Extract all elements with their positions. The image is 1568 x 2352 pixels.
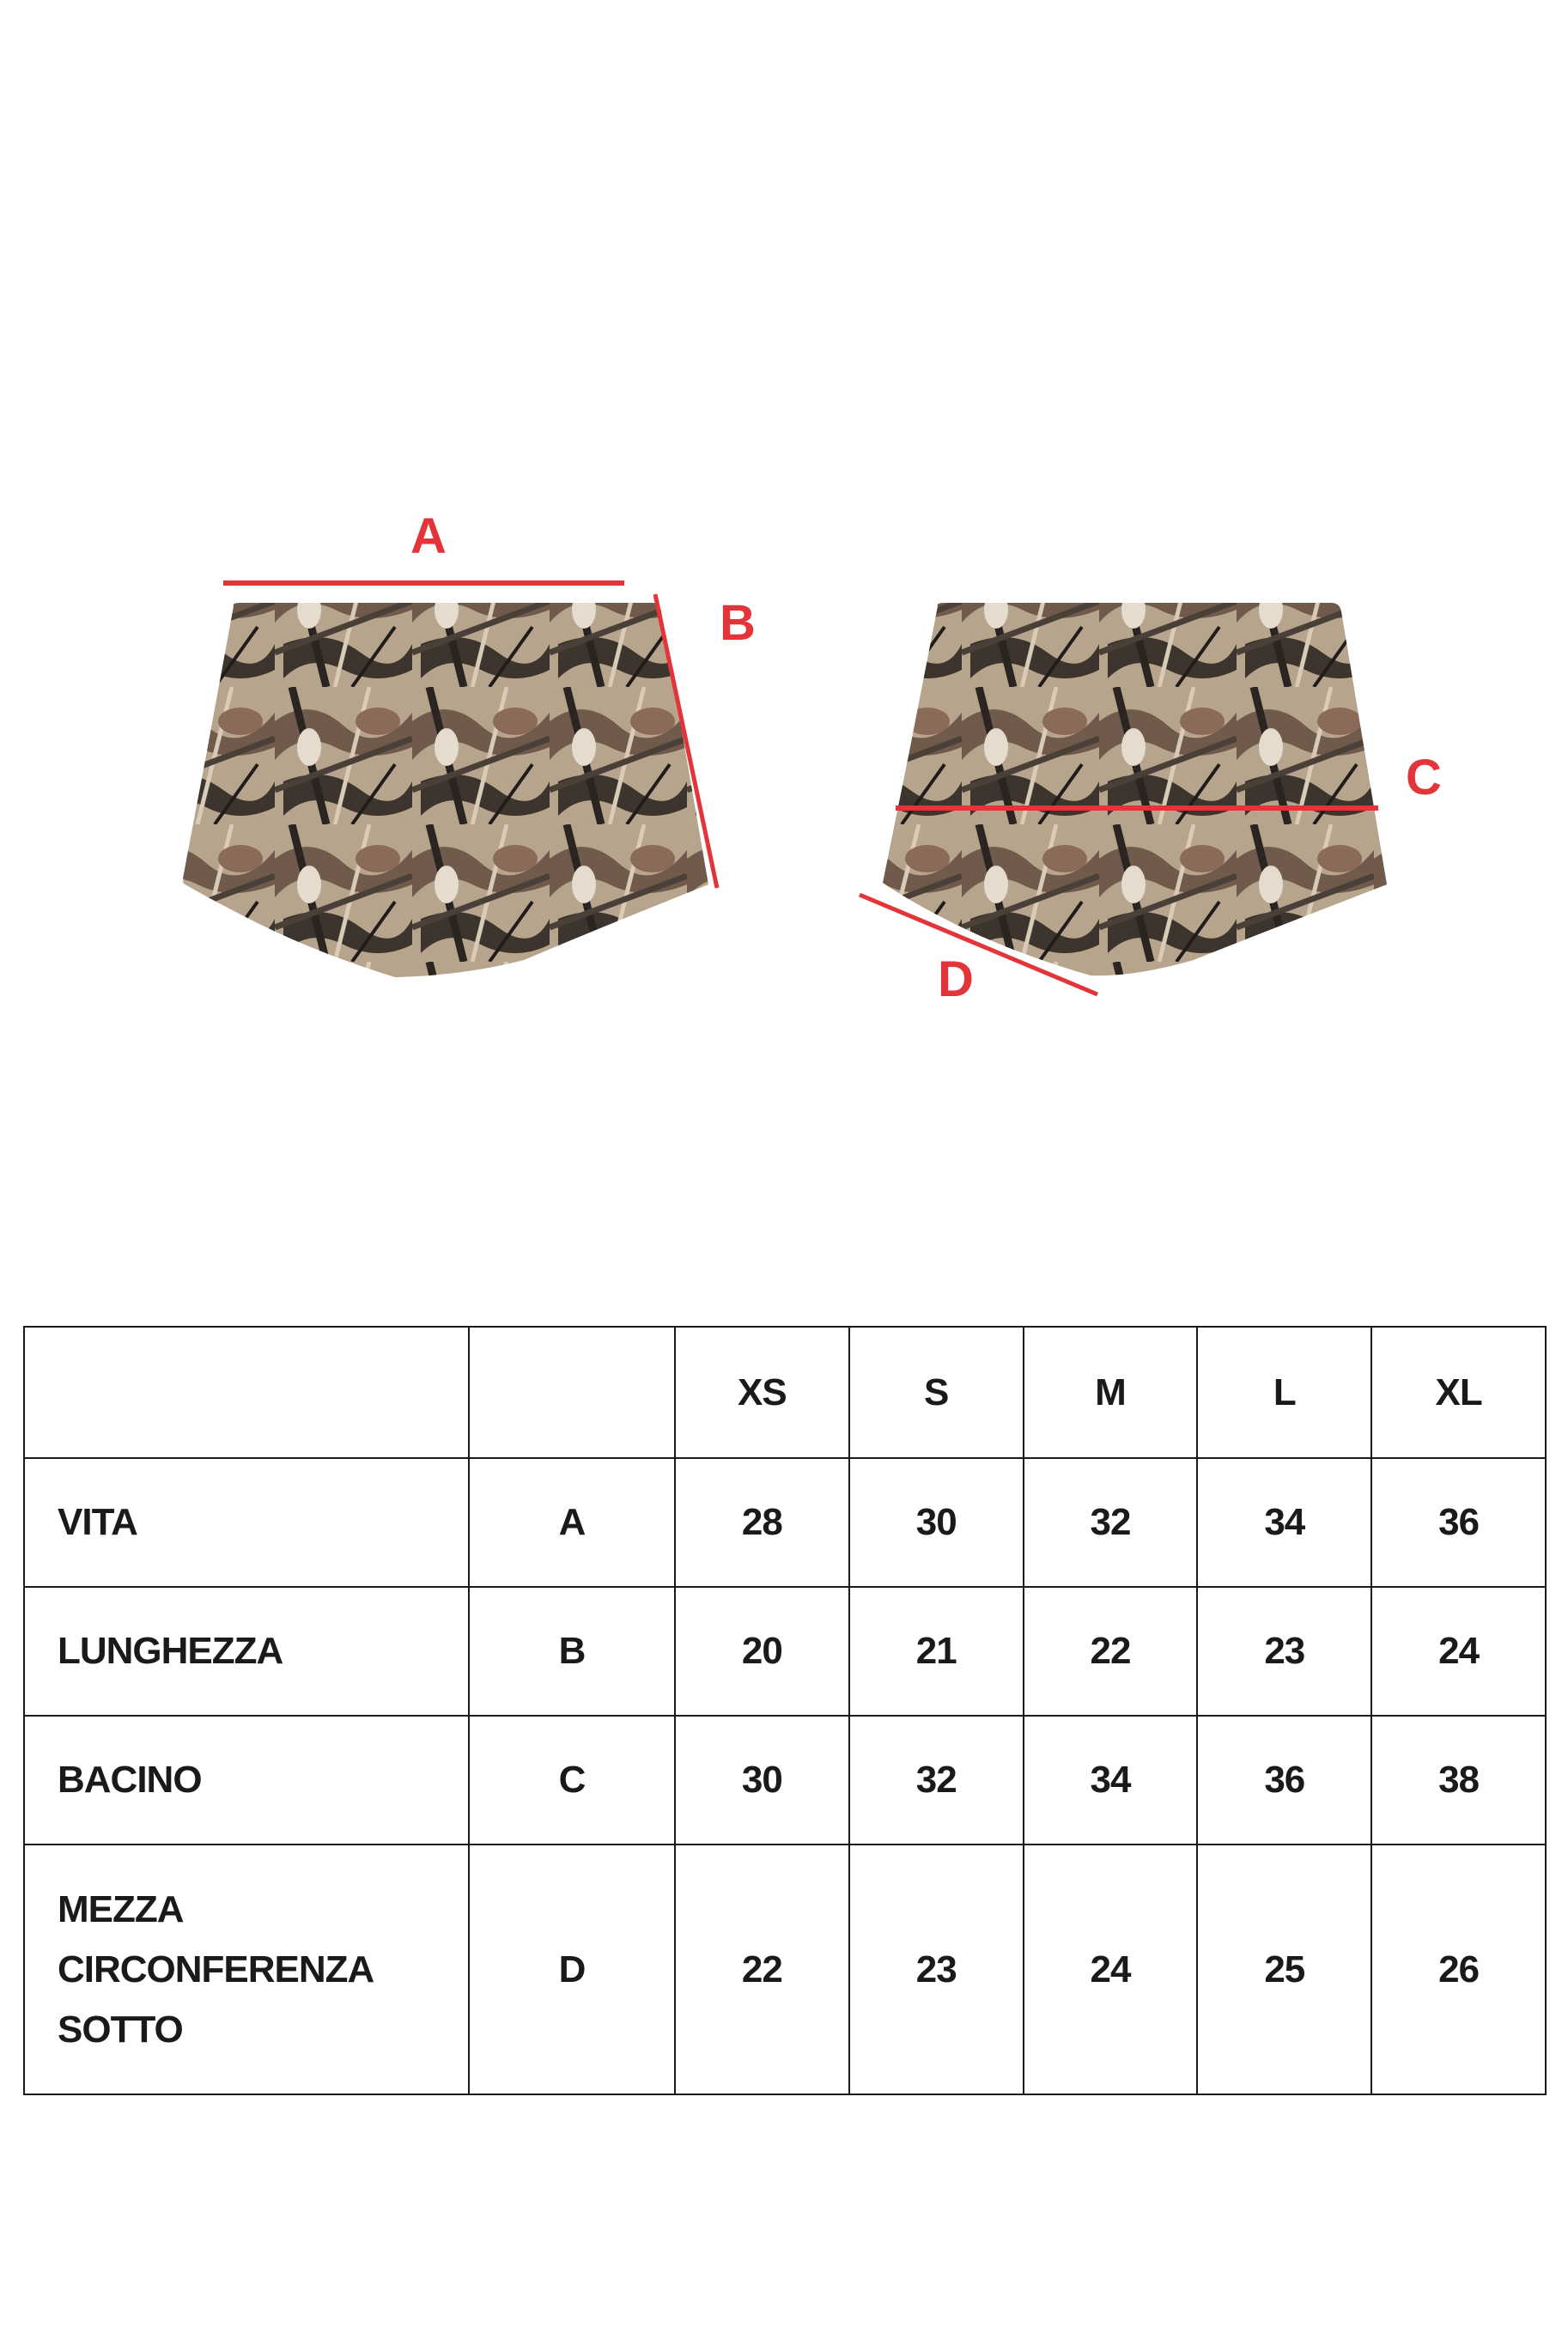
measure-label-b: B bbox=[720, 595, 756, 651]
measurement-name: BACINO bbox=[24, 1716, 469, 1845]
header-cell bbox=[469, 1327, 675, 1458]
table-cell: 25 bbox=[1197, 1845, 1371, 2094]
size-chart-table bbox=[23, 1326, 1547, 2095]
table-cell: 34 bbox=[1024, 1716, 1198, 1845]
measurement-name: LUNGHEZZA bbox=[24, 1587, 469, 1716]
table-cell: 22 bbox=[675, 1845, 849, 2094]
table-header-row bbox=[24, 1327, 1546, 1458]
measurement-diagram bbox=[0, 0, 1568, 1116]
table-row bbox=[24, 1587, 1546, 1716]
table-cell: 36 bbox=[1371, 1458, 1546, 1587]
measurement-code: B bbox=[469, 1587, 675, 1716]
measurement-name: MEZZA CIRCONFERENZA SOTTO bbox=[24, 1845, 469, 2094]
table-cell: 32 bbox=[1024, 1458, 1198, 1587]
table-cell: 36 bbox=[1197, 1716, 1371, 1845]
header-size-xs: XS bbox=[675, 1327, 849, 1458]
measure-label-d: D bbox=[938, 951, 974, 1007]
table-cell: 34 bbox=[1197, 1458, 1371, 1587]
header-size-m: M bbox=[1024, 1327, 1198, 1458]
table-cell: 22 bbox=[1024, 1587, 1198, 1716]
measurement-name: VITA bbox=[24, 1458, 469, 1587]
table-cell: 30 bbox=[849, 1458, 1024, 1587]
header-size-l: L bbox=[1197, 1327, 1371, 1458]
table-cell: 38 bbox=[1371, 1716, 1546, 1845]
table-row bbox=[24, 1845, 1546, 2094]
garment-front bbox=[182, 603, 708, 977]
header-size-s: S bbox=[849, 1327, 1024, 1458]
header-size-xl: XL bbox=[1371, 1327, 1546, 1458]
table-row bbox=[24, 1716, 1546, 1845]
header-cell bbox=[24, 1327, 469, 1458]
table-cell: 24 bbox=[1024, 1845, 1198, 2094]
measurement-code: D bbox=[469, 1845, 675, 2094]
table-cell: 24 bbox=[1371, 1587, 1546, 1716]
measurement-code: A bbox=[469, 1458, 675, 1587]
table-cell: 28 bbox=[675, 1458, 849, 1587]
table-cell: 20 bbox=[675, 1587, 849, 1716]
table-cell: 21 bbox=[849, 1587, 1024, 1716]
diagram-graphic bbox=[0, 0, 1568, 1116]
measure-label-a: A bbox=[410, 508, 447, 564]
garment-back bbox=[883, 603, 1387, 975]
table-row bbox=[24, 1458, 1546, 1587]
table-cell: 26 bbox=[1371, 1845, 1546, 2094]
table-cell: 30 bbox=[675, 1716, 849, 1845]
measurement-code: C bbox=[469, 1716, 675, 1845]
table-cell: 23 bbox=[849, 1845, 1024, 2094]
measure-label-c: C bbox=[1406, 750, 1442, 805]
table-cell: 32 bbox=[849, 1716, 1024, 1845]
table-cell: 23 bbox=[1197, 1587, 1371, 1716]
